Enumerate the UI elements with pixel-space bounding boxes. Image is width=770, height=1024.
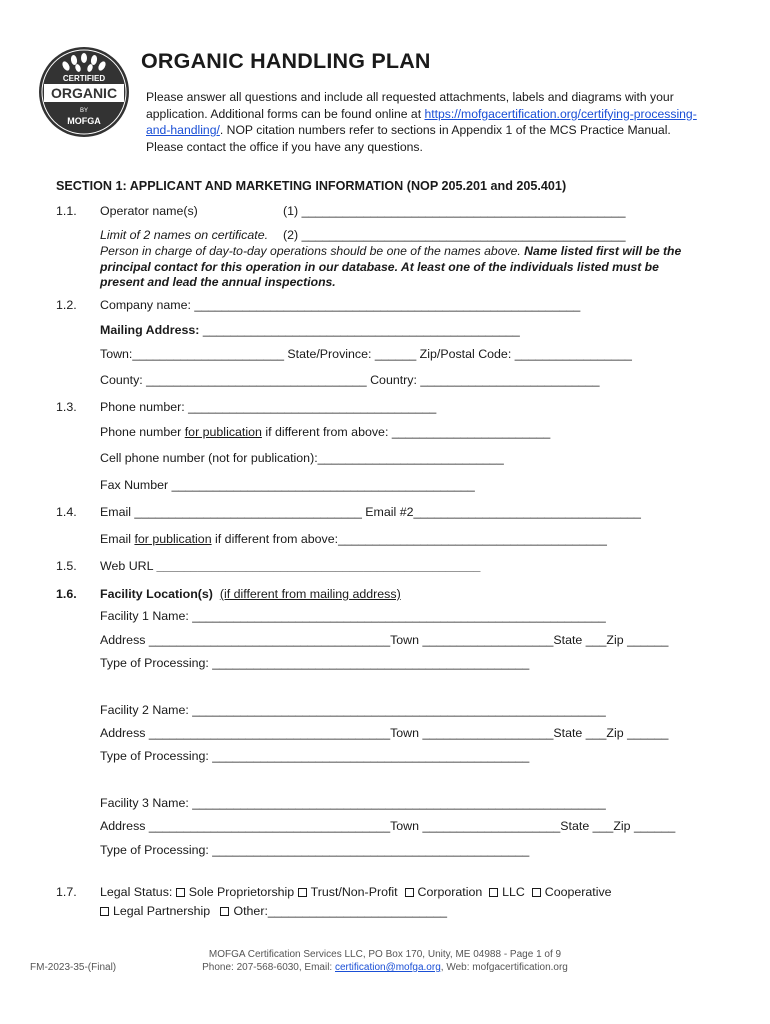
checkbox-icon[interactable] xyxy=(176,888,185,897)
footer-email-link[interactable]: certification@mofga.org xyxy=(335,962,441,973)
intro-paragraph xyxy=(146,89,697,155)
fax-number-field[interactable]: Fax Number ____________________________________________ xyxy=(100,478,475,492)
facility-1-type-field[interactable]: Type of Processing: ______________________________________________ xyxy=(100,656,530,670)
svg-text:MOFGA: MOFGA xyxy=(67,116,101,126)
page-title: ORGANIC HANDLING PLAN xyxy=(141,49,431,73)
legal-status-row-2 xyxy=(100,904,447,918)
option-llc[interactable] xyxy=(489,885,525,899)
phone-pub-underlined: for publication xyxy=(184,425,262,439)
option-cooperative[interactable] xyxy=(532,885,612,899)
intro-line-4: Please contact the office if you have any questions. xyxy=(146,139,423,154)
note-bold-2: principal contact for this operation in our database. At least one of the individuals listed must be xyxy=(100,259,659,274)
option-trust-nonprofit[interactable] xyxy=(298,885,398,899)
checkbox-icon[interactable] xyxy=(100,907,109,916)
intro-line-3-text: . NOP citation numbers refer to sections in Appendix 1 of the MCS Practice Manual. xyxy=(219,123,671,137)
legal-status-label: Legal Status: xyxy=(100,885,173,899)
q1-4-number: 1.4. xyxy=(56,505,77,519)
facility-location-note: (if different from mailing address) xyxy=(219,587,401,601)
option-label: Sole Proprietorship xyxy=(188,885,295,899)
forms-link[interactable]: https://mofgacertification.org/certifying-processing- xyxy=(424,106,697,121)
email-pub-underlined: for publication xyxy=(134,532,212,546)
intro-line-2 xyxy=(146,106,697,123)
note-bold-3: present and lead the annual inspections. xyxy=(100,275,336,289)
web-url-label: Web URL xyxy=(100,559,157,573)
principal-contact-note xyxy=(100,244,681,291)
facility-3-type-field[interactable]: Type of Processing: ______________________________________________ xyxy=(100,843,530,857)
phone-number-field[interactable]: Phone number: ____________________________________ xyxy=(100,400,437,414)
certified-organic-mofga-logo xyxy=(38,46,130,138)
option-other[interactable] xyxy=(220,904,447,918)
phone-pub-post[interactable]: if different from above: _______________________ xyxy=(261,425,551,439)
option-label: Cooperative xyxy=(544,885,612,899)
facility-3-name-field[interactable]: Facility 3 Name: ____________________________________________________________ xyxy=(100,796,606,810)
option-label: Trust/Non-Profit xyxy=(310,885,398,899)
phone-publication-field[interactable] xyxy=(100,425,550,439)
web-url-field[interactable] xyxy=(100,559,480,573)
legal-status-row-1 xyxy=(100,885,612,899)
facility-2-address-field[interactable]: Address ___________________________________Town ___________________State ___Zip ______ xyxy=(100,726,669,740)
cell-phone-field[interactable]: Cell phone number (not for publication):___________________________ xyxy=(100,451,504,465)
checkbox-icon[interactable] xyxy=(405,888,414,897)
mailing-address-blank[interactable]: ______________________________________________ xyxy=(199,323,520,337)
checkbox-icon[interactable] xyxy=(489,888,498,897)
section-1-title: SECTION 1: APPLICANT AND MARKETING INFORMATION (NOP 205.201 and 205.401) xyxy=(56,179,567,193)
intro-line-1: Please answer all questions and include all requested attachments, labels and diagrams with your xyxy=(146,90,674,104)
facility-2-name-field[interactable]: Facility 2 Name: ____________________________________________________________ xyxy=(100,703,606,717)
email-pub-post[interactable]: if different from above:_______________________________________ xyxy=(211,532,607,546)
note-bold-1: Name listed first will be the xyxy=(524,244,682,258)
intro-line-3 xyxy=(146,122,697,139)
email-pub-pre: Email xyxy=(100,532,135,546)
q1-2-number: 1.2. xyxy=(56,298,77,312)
web-url-blank[interactable]: _______________________________________________ xyxy=(156,559,481,573)
svg-text:ORGANIC: ORGANIC xyxy=(50,85,118,101)
checkbox-icon[interactable] xyxy=(532,888,541,897)
q1-3-number: 1.3. xyxy=(56,400,77,414)
facility-1-address-field[interactable]: Address ___________________________________Town ___________________State ___Zip ______ xyxy=(100,633,669,647)
mailing-address-label: Mailing Address: xyxy=(100,323,200,337)
q1-7-number: 1.7. xyxy=(56,885,77,899)
option-corporation[interactable] xyxy=(405,885,483,899)
email-fields[interactable]: Email _________________________________ Email #2_________________________________ xyxy=(100,505,641,519)
forms-link-cont[interactable]: and-handling/ xyxy=(146,123,220,137)
facility-2-type-field[interactable]: Type of Processing: ______________________________________________ xyxy=(100,749,530,763)
q1-6-number: 1.6. xyxy=(56,587,77,601)
name-limit-note: Limit of 2 names on certificate. xyxy=(100,228,269,242)
checkbox-icon[interactable] xyxy=(220,907,229,916)
operator-name-label: Operator name(s) xyxy=(100,204,198,218)
option-sole-proprietorship[interactable] xyxy=(176,885,294,899)
town-state-zip-fields[interactable]: Town:______________________ State/Province: ______ Zip/Postal Code: _________________ xyxy=(100,347,632,361)
checkbox-icon[interactable] xyxy=(298,888,307,897)
option-label[interactable]: Other:__________________________ xyxy=(233,904,448,918)
email-publication-field[interactable] xyxy=(100,532,607,546)
facility-3-address-field[interactable]: Address ___________________________________Town ____________________State ___Zip ______ xyxy=(100,819,676,833)
note-plain: Person in charge of day-to-day operations should be one of the names above. xyxy=(100,244,525,258)
footer-phone: Phone: 207-568-6030, Email: xyxy=(202,962,335,973)
option-legal-partnership[interactable] xyxy=(100,904,210,918)
intro-line-2-text: application. Additional forms can be found online at xyxy=(146,106,425,121)
operator-name-2-field[interactable]: (2) _______________________________________________ xyxy=(283,228,626,242)
svg-text:BY: BY xyxy=(79,108,89,114)
company-name-field[interactable]: Company name: ________________________________________________________ xyxy=(100,298,581,312)
option-label: Legal Partnership xyxy=(113,904,211,918)
county-country-fields[interactable]: County: ________________________________ Country: __________________________ xyxy=(100,373,600,387)
footer-web: , Web: mofgacertification.org xyxy=(440,962,568,973)
phone-pub-pre: Phone number xyxy=(100,425,185,439)
operator-name-1-field[interactable]: (1) _______________________________________________ xyxy=(283,204,626,218)
q1-5-number: 1.5. xyxy=(56,559,77,573)
svg-text:CERTIFIED: CERTIFIED xyxy=(62,74,106,83)
option-label: Corporation xyxy=(417,885,483,899)
facility-location-label: Facility Location(s) xyxy=(100,587,213,601)
q1-1-number: 1.1. xyxy=(56,204,77,218)
footer-line-1: MOFGA Certification Services LLC, PO Box 170, Unity, ME 04988 - Page 1 of 9 xyxy=(208,949,562,960)
facility-location-heading xyxy=(100,587,401,601)
mailing-address-field[interactable] xyxy=(100,323,520,337)
form-id: FM-2023-35-(Final) xyxy=(30,962,117,973)
facility-1-name-field[interactable]: Facility 1 Name: ____________________________________________________________ xyxy=(100,609,606,623)
option-label: LLC xyxy=(502,885,525,899)
